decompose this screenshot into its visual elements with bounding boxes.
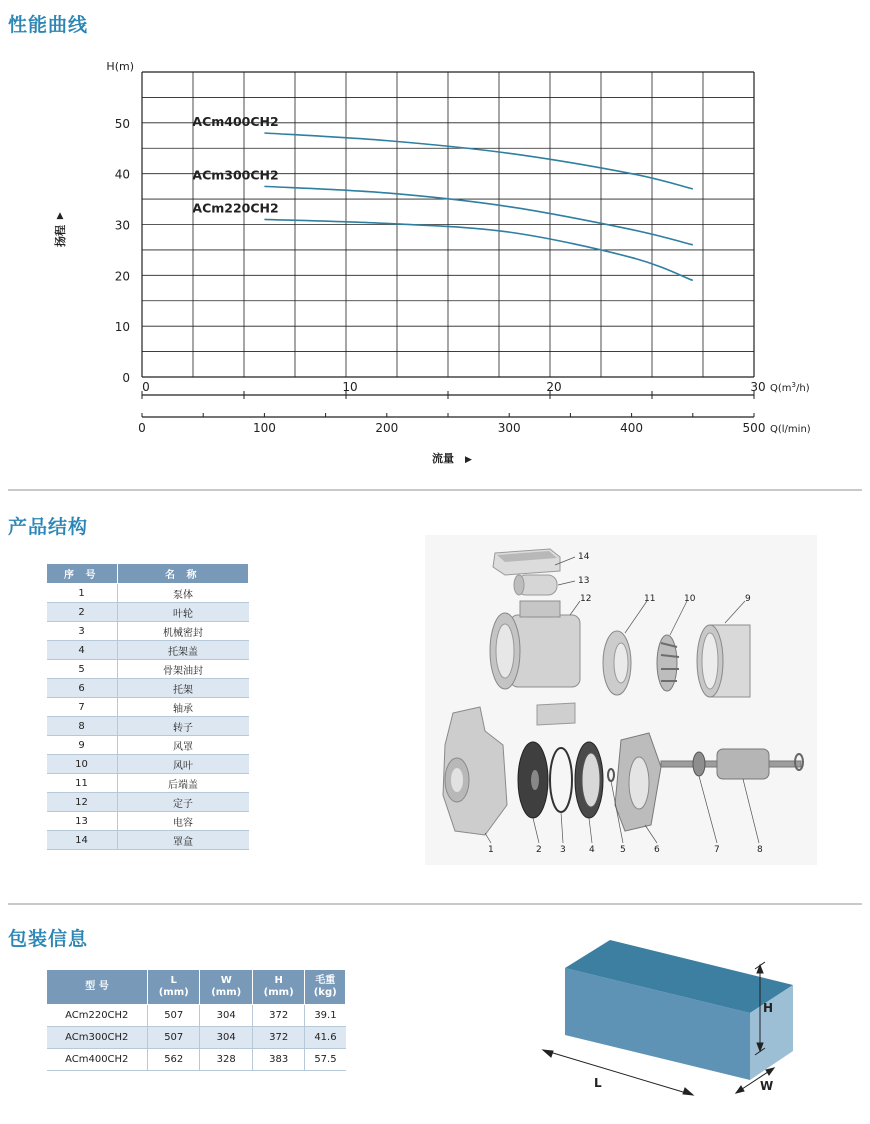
table-row xyxy=(47,793,249,812)
series-label: ACm220CH2 xyxy=(192,200,279,216)
chart-axes xyxy=(142,391,754,417)
header-model: 型 号 xyxy=(47,970,148,1005)
structure-table xyxy=(46,563,249,850)
divider xyxy=(8,489,862,491)
x-bottom-unit: Q(l/min) xyxy=(770,424,811,435)
x-axis-title: 流量 xyxy=(432,452,454,465)
packing-box-diagram xyxy=(510,935,810,1120)
cell-no: 5 xyxy=(47,660,118,679)
label-12: 12 xyxy=(580,594,592,604)
cell-name: 托架 xyxy=(117,679,249,698)
cell-no: 4 xyxy=(47,641,118,660)
label-9: 9 xyxy=(745,594,751,604)
chart-labels xyxy=(53,60,811,465)
cell-length: 507 xyxy=(148,1005,200,1027)
x-top-tick-label: 0 xyxy=(142,380,150,394)
table-row xyxy=(47,812,249,831)
part-mechanical-seal xyxy=(550,748,572,812)
packing-table xyxy=(46,969,346,1071)
y-axis-unit: H(m) xyxy=(106,60,134,73)
label-3: 3 xyxy=(560,845,566,855)
cell-name: 泵体 xyxy=(117,584,249,603)
series-line-acm300ch2 xyxy=(264,186,692,244)
cell-name: 风罩 xyxy=(117,736,249,755)
cell-model: ACm300CH2 xyxy=(47,1027,148,1049)
label-11: 11 xyxy=(644,594,656,604)
header-length: L (mm) xyxy=(148,970,200,1005)
cell-no: 8 xyxy=(47,717,118,736)
table-row xyxy=(47,1049,346,1071)
cell-model: ACm220CH2 xyxy=(47,1005,148,1027)
y-tick-label: 50 xyxy=(114,116,130,131)
label-w: W xyxy=(760,1079,774,1093)
label-6: 6 xyxy=(654,845,660,855)
cell-weight: 39.1 xyxy=(305,1005,346,1027)
label-h: H xyxy=(763,1001,774,1015)
part-rear-cover xyxy=(603,631,631,695)
label-14: 14 xyxy=(578,552,590,562)
table-row xyxy=(47,736,249,755)
cell-name: 风叶 xyxy=(117,755,249,774)
table-row xyxy=(47,622,249,641)
cell-no: 6 xyxy=(47,679,118,698)
cell-weight: 57.5 xyxy=(305,1049,346,1071)
table-row xyxy=(47,717,249,736)
divider xyxy=(8,903,862,905)
y-tick-label: 30 xyxy=(114,218,130,233)
section-title-structure: 产品结构 xyxy=(8,516,89,538)
cell-no: 2 xyxy=(47,603,118,622)
cell-no: 11 xyxy=(47,774,118,793)
x-bottom-tick-label: 500 xyxy=(742,421,766,435)
part-capacitor xyxy=(514,575,557,595)
header-width: W (mm) xyxy=(200,970,252,1005)
table-row xyxy=(47,679,249,698)
cell-length: 507 xyxy=(148,1027,200,1049)
label-5: 5 xyxy=(620,845,626,855)
chart-series xyxy=(264,133,692,280)
cell-no: 3 xyxy=(47,622,118,641)
cell-name: 骨架油封 xyxy=(117,660,249,679)
cell-weight: 41.6 xyxy=(305,1027,346,1049)
section-title-performance: 性能曲线 xyxy=(8,14,89,36)
table-row xyxy=(47,660,249,679)
x-bottom-tick-label: 0 xyxy=(138,421,146,435)
cell-width: 304 xyxy=(200,1027,252,1049)
cell-name: 轴承 xyxy=(117,698,249,717)
header-name: 名 称 xyxy=(117,564,249,584)
table-row xyxy=(47,641,249,660)
x-top-tick-label: 30 xyxy=(750,380,766,394)
table-row xyxy=(47,698,249,717)
x-bottom-tick-label: 300 xyxy=(497,421,521,435)
exploded-view xyxy=(425,535,817,865)
part-stator xyxy=(490,601,580,725)
header-no: 序 号 xyxy=(47,564,118,584)
x-axis-arrow-icon: ▶ xyxy=(465,455,472,465)
table-row xyxy=(47,603,249,622)
exploded-drawing xyxy=(425,535,817,865)
series-line-acm400ch2 xyxy=(264,133,692,189)
y-tick-label: 20 xyxy=(114,269,130,284)
y-tick-label: 40 xyxy=(114,167,130,182)
x-top-tick-label: 10 xyxy=(342,380,358,394)
part-fan-blade xyxy=(657,635,679,691)
cell-height: 372 xyxy=(252,1027,304,1049)
cell-name: 托架盖 xyxy=(117,641,249,660)
label-1: 1 xyxy=(488,845,494,855)
y-tick-label: 10 xyxy=(114,320,130,335)
cell-length: 562 xyxy=(148,1049,200,1071)
part-bracket-cover xyxy=(575,742,603,818)
header-height: H (mm) xyxy=(252,970,304,1005)
cell-no: 12 xyxy=(47,793,118,812)
cell-no: 7 xyxy=(47,698,118,717)
cell-name: 罩盒 xyxy=(117,831,249,850)
y-tick-label: 0 xyxy=(122,371,130,385)
cell-width: 304 xyxy=(200,1005,252,1027)
series-label: ACm300CH2 xyxy=(192,167,279,183)
performance-chart xyxy=(0,40,870,480)
part-fan-cover xyxy=(697,625,750,697)
part-impeller xyxy=(518,742,548,818)
cell-height: 383 xyxy=(252,1049,304,1071)
cell-height: 372 xyxy=(252,1005,304,1027)
table-row xyxy=(47,1005,346,1027)
table-row xyxy=(47,755,249,774)
x-bottom-tick-label: 200 xyxy=(375,421,399,435)
cell-name: 机械密封 xyxy=(117,622,249,641)
label-8: 8 xyxy=(757,845,763,855)
label-10: 10 xyxy=(684,594,696,604)
header-weight: 毛重 (kg) xyxy=(305,970,346,1005)
part-rotor xyxy=(661,749,803,779)
cell-name: 电容 xyxy=(117,812,249,831)
y-axis-title-text: 扬程 xyxy=(54,225,67,247)
label-7: 7 xyxy=(714,845,720,855)
y-axis-title xyxy=(53,211,67,247)
x-top-tick-label: 20 xyxy=(546,380,562,394)
cell-no: 14 xyxy=(47,831,118,850)
cell-model: ACm400CH2 xyxy=(47,1049,148,1071)
x-bottom-tick-label: 100 xyxy=(252,421,276,435)
structure-table-header xyxy=(47,564,249,584)
x-top-unit: $Q(m^3/h)$ xyxy=(770,381,810,394)
cell-no: 13 xyxy=(47,812,118,831)
cell-no: 10 xyxy=(47,755,118,774)
cell-name: 后端盖 xyxy=(117,774,249,793)
part-oil-seal xyxy=(608,769,614,781)
table-row xyxy=(47,1027,346,1049)
table-row xyxy=(47,584,249,603)
label-2: 2 xyxy=(536,845,542,855)
series-label: ACm400CH2 xyxy=(192,114,279,129)
table-row xyxy=(47,774,249,793)
section-title-packing: 包装信息 xyxy=(8,928,89,950)
cell-width: 328 xyxy=(200,1049,252,1071)
x-bottom-tick-label: 400 xyxy=(620,421,644,435)
cell-name: 转子 xyxy=(117,717,249,736)
cell-no: 1 xyxy=(47,584,118,603)
cell-name: 叶轮 xyxy=(117,603,249,622)
part-cover-box xyxy=(493,549,560,575)
cell-no: 9 xyxy=(47,736,118,755)
part-pump-body xyxy=(443,707,507,835)
table-row xyxy=(47,831,249,850)
cell-name: 定子 xyxy=(117,793,249,812)
label-l: L xyxy=(594,1076,602,1090)
y-axis-arrow-icon: ▲ xyxy=(56,211,64,221)
part-bracket xyxy=(615,733,661,831)
packing-table-header xyxy=(47,970,346,1005)
label-4: 4 xyxy=(589,845,595,855)
label-13: 13 xyxy=(578,576,590,586)
